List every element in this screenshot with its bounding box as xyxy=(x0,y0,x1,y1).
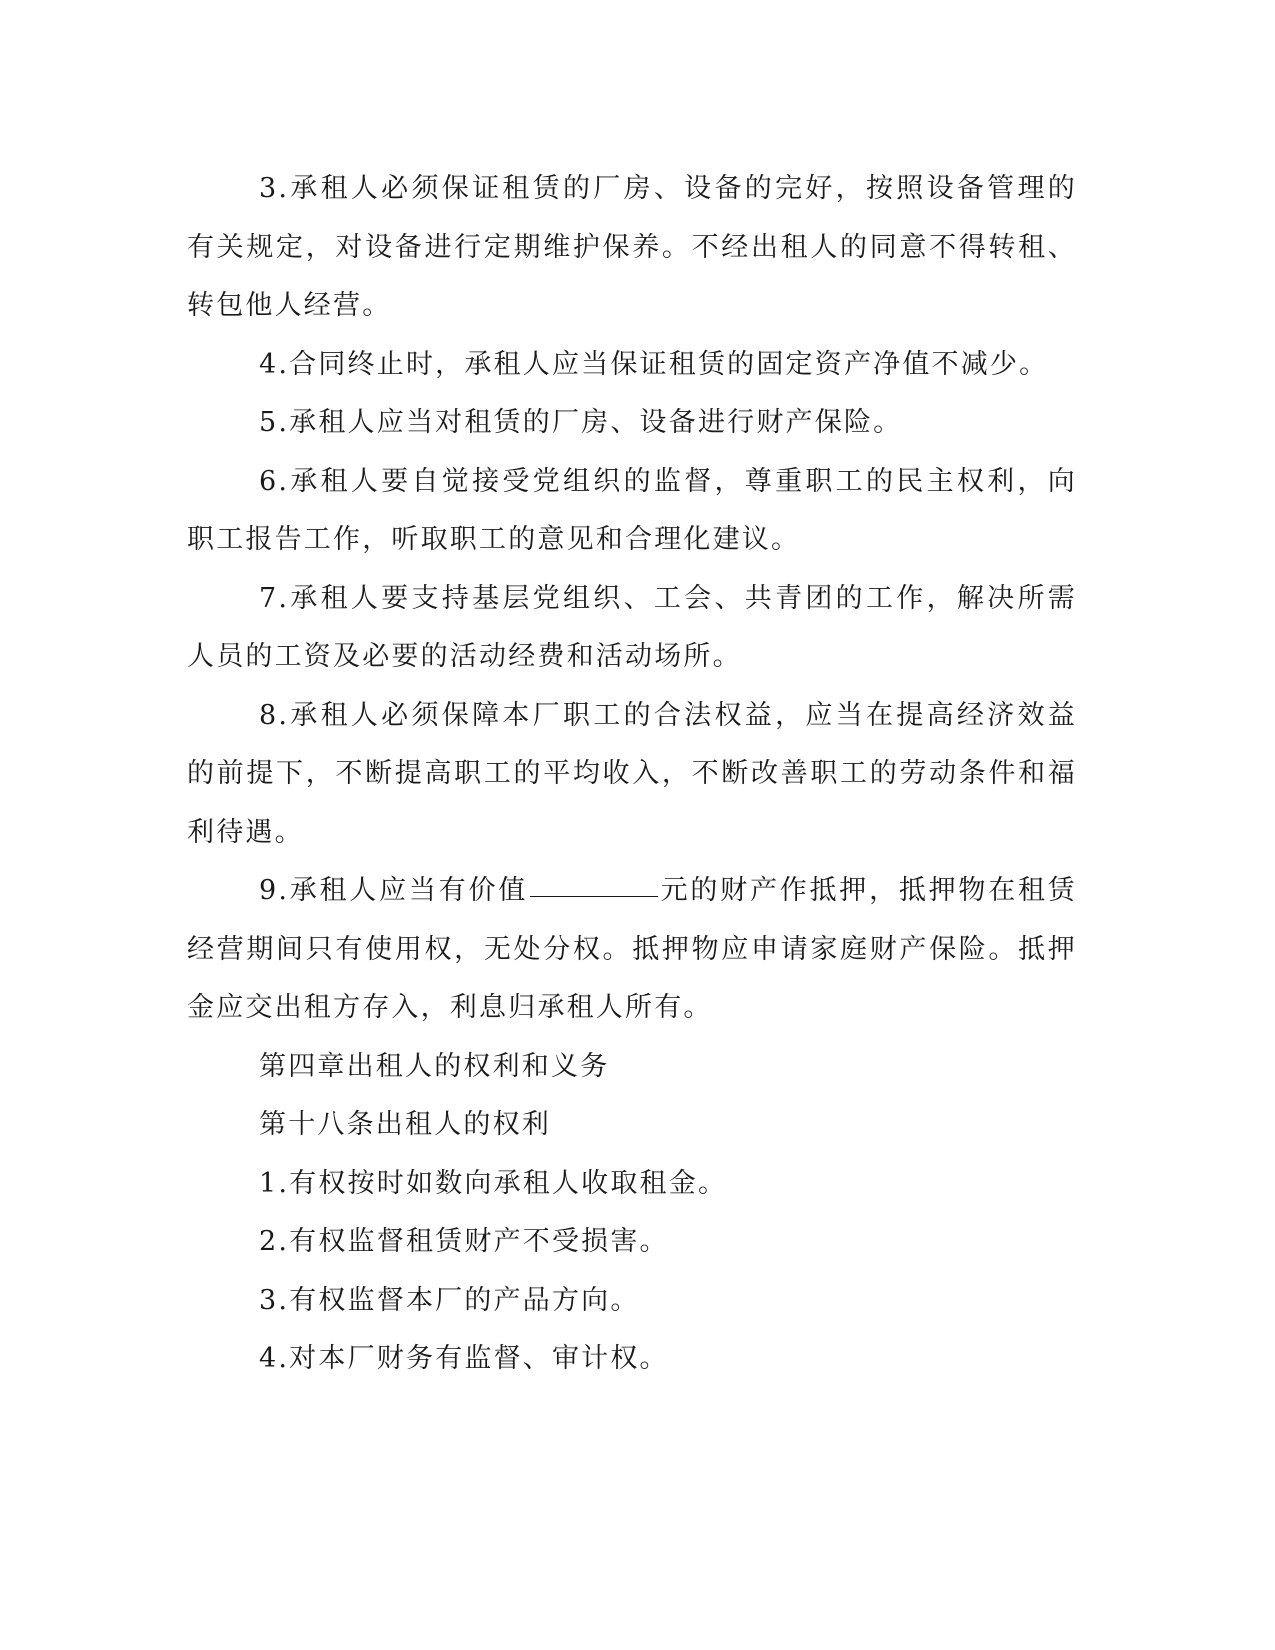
clause-paragraph-with-blank xyxy=(187,862,1077,1038)
clause-paragraph: 3.承租人必须保证租赁的厂房、设备的完好，按照设备管理的有关规定，对设备进行定期维护保养。不经出租人的同意不得转租、转包他人经营。 xyxy=(187,173,1077,321)
document-body xyxy=(187,160,1077,1389)
rights-item: 2.有权监督租赁财产不受损害。 xyxy=(259,1226,669,1257)
rights-item: 1.有权按时如数向承租人收取租金。 xyxy=(259,1167,728,1199)
clause-paragraph: 7.承租人要支持基层党组织、工会、共青团的工作，解决所需人员的工资及必要的活动经费和活动场所。 xyxy=(187,582,1077,672)
clause-paragraph: 6.承租人要自觉接受党组织的监督，尊重职工的民主权利，向职工报告工作，听取职工的意见和合理化建议。 xyxy=(187,465,1077,555)
clause-text-before-blank: 9.承租人应当有价值 xyxy=(259,875,529,906)
article-heading: 第十八条出租人的权利 xyxy=(259,1109,551,1140)
fill-in-blank-line xyxy=(530,895,658,897)
chapter-heading: 第四章出租人的权利和义务 xyxy=(259,1050,610,1082)
clause-text-after-blank: 元的财产作抵押，抵押物在租赁经营期间只有使用权，无处分权。抵押物应申请家庭财产保险。抵押金应交出租方存入，利息归承租人所有。 xyxy=(187,875,1077,1023)
rights-item: 4.对本厂财务有监督、审计权。 xyxy=(259,1343,669,1374)
clause-paragraph: 5.承租人应当对租赁的厂房、设备进行财产保险。 xyxy=(259,407,903,438)
clause-paragraph: 4.合同终止时，承租人应当保证租赁的固定资产净值不减少。 xyxy=(259,348,1049,380)
clause-paragraph: 8.承租人必须保障本厂职工的合法权益，应当在提高经济效益的前提下，不断提高职工的平均收入，不断改善职工的劳动条件和福利待遇。 xyxy=(187,699,1077,848)
rights-item: 3.有权监督本厂的产品方向。 xyxy=(259,1284,640,1316)
